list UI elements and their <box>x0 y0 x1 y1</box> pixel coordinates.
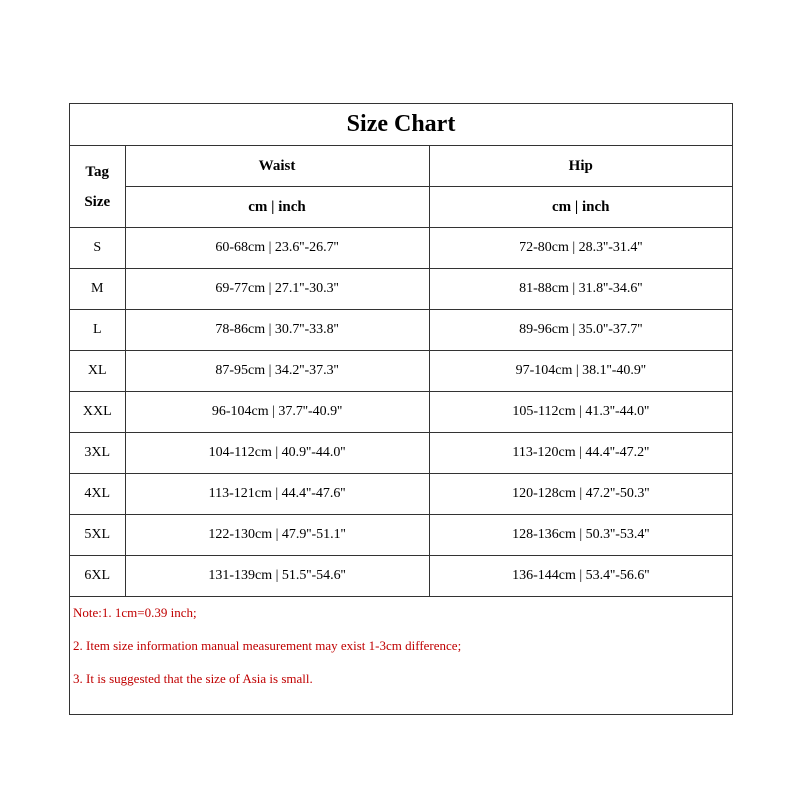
table-row <box>70 269 732 310</box>
note-3: 3. It is suggested that the size of Asia is small. <box>73 671 313 686</box>
chart-title: Size Chart <box>70 104 732 146</box>
waist-cell: 122-130cm | 47.9''-51.1'' <box>125 515 429 556</box>
hip-cell: 72-80cm | 28.3''-31.4'' <box>429 228 732 269</box>
waist-cell: 60-68cm | 23.6''-26.7'' <box>125 228 429 269</box>
table-row <box>70 474 732 515</box>
size-cell: S <box>70 228 125 269</box>
waist-cell: 87-95cm | 34.2''-37.3'' <box>125 351 429 392</box>
hip-cell: 128-136cm | 50.3''-53.4'' <box>429 515 732 556</box>
size-chart <box>69 103 733 715</box>
hip-cell: 120-128cm | 47.2''-50.3'' <box>429 474 732 515</box>
waist-cell: 104-112cm | 40.9''-44.0'' <box>125 433 429 474</box>
tag-label: Tag <box>85 163 110 180</box>
waist-header: Waist <box>125 146 429 187</box>
hip-cell: 113-120cm | 44.4''-47.2'' <box>429 433 732 474</box>
size-table <box>70 104 732 597</box>
waist-cell: 69-77cm | 27.1''-30.3'' <box>125 269 429 310</box>
table-row <box>70 351 732 392</box>
size-cell: 6XL <box>70 556 125 597</box>
size-cell: 4XL <box>70 474 125 515</box>
size-cell: M <box>70 269 125 310</box>
waist-cell: 96-104cm | 37.7''-40.9'' <box>125 392 429 433</box>
table-row <box>70 228 732 269</box>
size-label: Size <box>84 193 111 210</box>
hip-cell: 89-96cm | 35.0''-37.7'' <box>429 310 732 351</box>
hip-cell: 105-112cm | 41.3''-44.0'' <box>429 392 732 433</box>
size-cell: 3XL <box>70 433 125 474</box>
table-row <box>70 310 732 351</box>
hip-header: Hip <box>429 146 732 187</box>
size-cell: 5XL <box>70 515 125 556</box>
size-cell: XL <box>70 351 125 392</box>
table-row <box>70 392 732 433</box>
tag-size-header <box>70 146 125 228</box>
note-1: Note:1. 1cm=0.39 inch; <box>73 605 197 620</box>
note-2: 2. Item size information manual measurement may exist 1-3cm difference; <box>73 638 462 653</box>
size-cell: XXL <box>70 392 125 433</box>
hip-unit-header: cm | inch <box>429 187 732 228</box>
hip-cell: 97-104cm | 38.1''-40.9'' <box>429 351 732 392</box>
waist-cell: 113-121cm | 44.4''-47.6'' <box>125 474 429 515</box>
waist-cell: 131-139cm | 51.5''-54.6'' <box>125 556 429 597</box>
waist-cell: 78-86cm | 30.7''-33.8'' <box>125 310 429 351</box>
notes <box>70 597 732 705</box>
size-cell: L <box>70 310 125 351</box>
hip-cell: 136-144cm | 53.4''-56.6'' <box>429 556 732 597</box>
table-row <box>70 433 732 474</box>
table-row <box>70 515 732 556</box>
hip-cell: 81-88cm | 31.8''-34.6'' <box>429 269 732 310</box>
table-row <box>70 556 732 597</box>
waist-unit-header: cm | inch <box>125 187 429 228</box>
